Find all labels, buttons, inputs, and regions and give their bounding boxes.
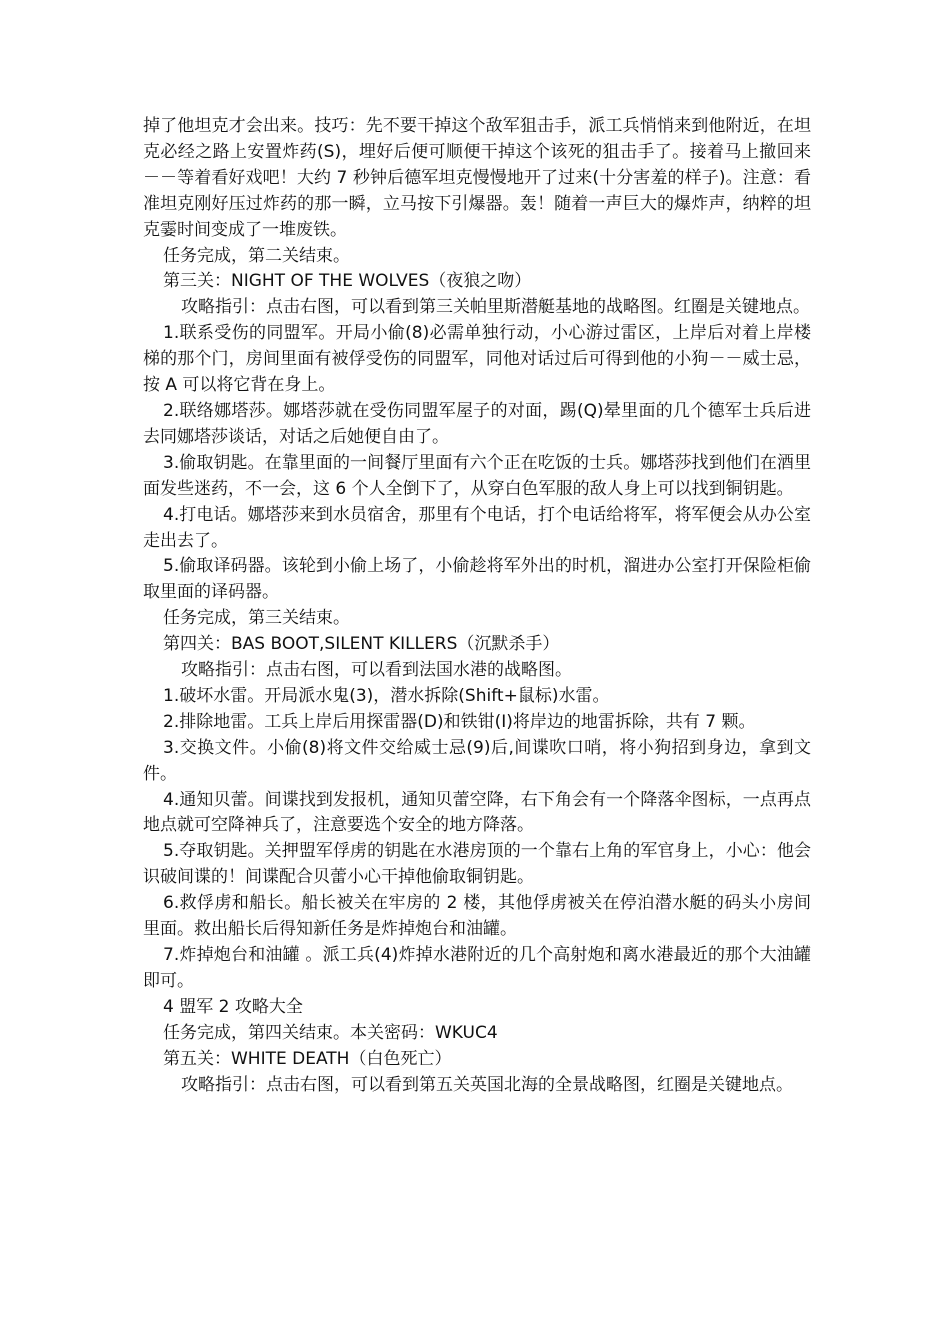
paragraph-18: 6.救俘虏和船长。船长被关在牢房的 2 楼，其他俘虏被关在停泊潜水艇的码头小房间里面。救出船长后得知新任务是炸掉炮台和油罐。: [143, 893, 811, 940]
paragraph-6: 2.联络娜塔莎。娜塔莎就在受伤同盟军屋子的对面，踢(Q)晕里面的几个德军士兵后进去同娜塔莎谈话，对话之后她便自由了。: [143, 400, 811, 447]
paragraph-15: 3.交换文件。小偷(8)将文件交给威士忌(9)后,间谍吹口哨，将小狗招到身边，拿到文件。: [143, 737, 811, 784]
paragraph-13: 1.破坏水雷。开局派水鬼(3)，潜水拆除(Shift+鼠标)水雷。: [163, 685, 610, 706]
paragraph-9: 5.偷取译码器。该轮到小偷上场了，小偷趁将军外出的时机，溜进办公室打开保险柜偷取里面的译码器。: [143, 556, 811, 603]
paragraph-21: 任务完成，第四关结束。本关密码：WKUC4: [163, 1022, 498, 1043]
level-3-heading: 第三关：NIGHT OF THE WOLVES（夜狼之吻）: [163, 271, 532, 292]
paragraph-8: 4.打电话。娜塔莎来到水员宿舍，那里有个电话，打个电话给将军，将军便会从办公室走出去了。: [143, 504, 811, 551]
paragraph-2: 任务完成，第二关结束。: [163, 245, 350, 266]
paragraph-23: 攻略指引：点击右图，可以看到第五关英国北海的全景战略图，红圈是关键地点。: [181, 1074, 793, 1095]
paragraph-7: 3.偷取钥匙。在靠里面的一间餐厅里面有六个正在吃饭的士兵。娜塔莎找到他们在酒里面发些迷药，不一会，这 6 个人全倒下了，从穿白色军服的敌人身上可以找到铜钥匙。: [143, 452, 811, 499]
paragraph-17: 5.夺取钥匙。关押盟军俘虏的钥匙在水港房顶的一个靠右上角的军官身上，小心：他会识破间谍的！间谍配合贝蕾小心干掉他偷取铜钥匙。: [143, 841, 811, 888]
paragraph-12: 攻略指引：点击右图，可以看到法国水港的战略图。: [181, 660, 572, 681]
paragraph-10: 任务完成，第三关结束。: [163, 608, 350, 629]
paragraph-14: 2.排除地雷。工兵上岸后用探雷器(D)和铁钳(I)将岸边的地雷拆除，共有 7 颗。: [163, 711, 756, 732]
paragraph-5: 1.联系受伤的同盟军。开局小偷(8)必需单独行动，小心游过雷区，上岸后对着上岸楼梯的那个门，房间里面有被俘受伤的同盟军，同他对话过后可得到他的小狗－－威士忌，按 A 可以将它背在身上。: [143, 323, 811, 396]
level-4-heading: 第四关：BAS BOOT,SILENT KILLERS（沉默杀手）: [163, 634, 560, 655]
section-title: 4 盟军 2 攻略大全: [163, 996, 303, 1017]
paragraph-4: 攻略指引：点击右图，可以看到第三关帕里斯潜艇基地的战略图。红圈是关键地点。: [181, 297, 810, 318]
paragraph-16: 4.通知贝蕾。间谍找到发报机，通知贝蕾空降，右下角会有一个降落伞图标，一点再点地点就可空降神兵了，注意要选个安全的地方降落。: [143, 789, 811, 836]
level-5-heading: 第五关：WHITE DEATH（白色死亡）: [163, 1048, 452, 1069]
article-body: [143, 114, 811, 1098]
paragraph-1: 掉了他坦克才会出来。技巧：先不要干掉这个敌军狙击手，派工兵悄悄来到他附近，在坦克必经之路上安置炸药(S)，埋好后便可顺便干掉这个该死的狙击手了。接着马上撤回来－－等着看好戏吧！大约 7 秒钟后德军坦克慢慢地开了过来(十分害羞的样子)。注意：看准坦克刚好压过炸药的那一瞬，立马按下引爆器。轰！随着一声巨大的爆炸声，纳粹的坦克霎时间变成了一堆废铁。: [143, 116, 811, 240]
paragraph-19: 7.炸掉炮台和油罐 。派工兵(4)炸掉水港附近的几个高射炮和离水港最近的那个大油罐即可。: [143, 945, 811, 991]
